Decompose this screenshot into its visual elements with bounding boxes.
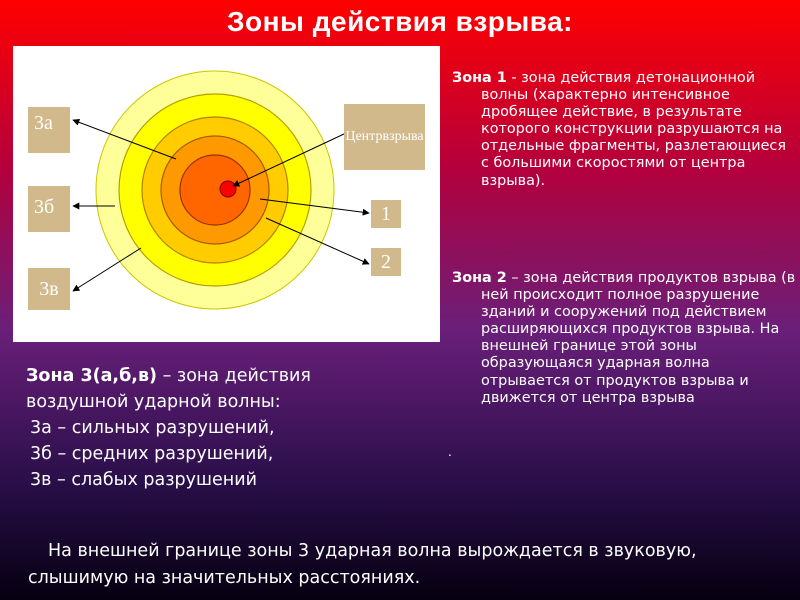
- core: [220, 181, 236, 197]
- explosion-diagram: [13, 46, 440, 342]
- label-zone-3v: 3в: [28, 268, 70, 310]
- zone-3b-item: 3б – средних разрушений,: [30, 444, 274, 464]
- stray-dot: .: [448, 445, 452, 459]
- ring-1: [180, 155, 250, 225]
- zone-3v-item: 3в – слабых разрушений: [30, 470, 257, 490]
- zone-2-text: – зона действия продуктов взрыва (в ней происходит полное разрушение зданий и сооружений под действием расширяющихся продуктов взрыва. На внешней границе этой зоны образующаяся ударная волна отрывается от продуктов взрыва и движется от центра взрыва: [481, 270, 796, 406]
- zone-1-heading: Зона 1: [452, 70, 507, 86]
- slide-title: Зоны действия взрыва:: [226, 6, 574, 37]
- zone-1-text: - зона действия детонационной волны (характерно интенсивное дробящее действие, в результате которого конструкции разрушаются на отдельные фрагменты, разлетающиеся с большими скоростями от центра взрыва).: [481, 70, 786, 189]
- footer-note: [28, 538, 708, 592]
- zone-3-description: [26, 363, 406, 493]
- zone-3-text: – зона действия воздушной ударной волны:: [26, 366, 311, 412]
- zone-3a-item: 3а – сильных разрушений,: [30, 418, 275, 438]
- label-zone-3a: 3а: [28, 107, 70, 153]
- zone-1-description: [452, 70, 797, 190]
- label-zone-3b: 3б: [28, 186, 70, 232]
- zone-2-heading: Зона 2: [452, 270, 507, 286]
- zone-2-description: [452, 270, 797, 407]
- label-center: [344, 104, 425, 170]
- footer-text: На внешней границе зоны 3 ударная волна вырождается в звуковую, слышимую на значительных расстояниях.: [28, 541, 697, 588]
- label-zone-2: 2: [371, 248, 401, 276]
- label-center-line2: взрыва: [382, 128, 424, 144]
- label-zone-1: 1: [371, 200, 401, 228]
- explosion-rings-svg: [13, 46, 440, 342]
- label-center-line1: Центр: [345, 128, 383, 144]
- zone-3-heading: Зона 3(а,б,в): [26, 366, 158, 386]
